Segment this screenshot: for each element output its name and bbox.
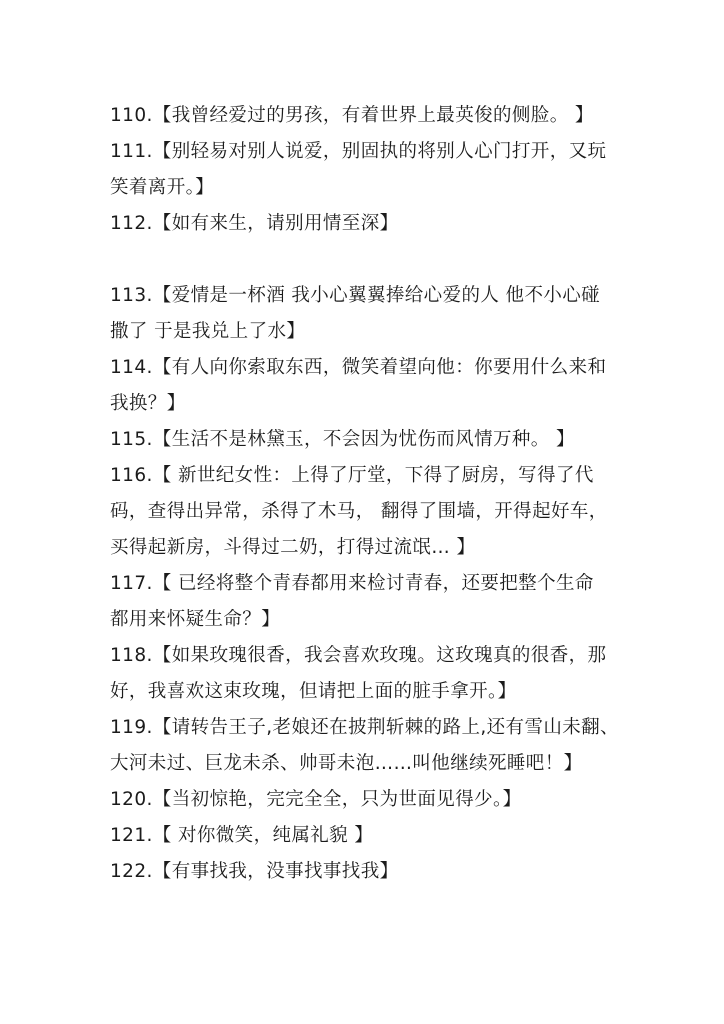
text-line: 笑着离开。】 — [110, 177, 215, 198]
text-line: 115.【生活不是林黛玉，不会因为忧伤而风情万种。 】 — [110, 429, 575, 450]
text-line: 111.【别轻易对别人说爱，别固执的将别人心门打开，又玩 — [110, 141, 607, 162]
text-line: 大河未过、巨龙未杀、帅哥未泡……叫他继续死睡吧！】 — [110, 753, 583, 774]
text-line: 110.【我曾经爱过的男孩，有着世界上最英俊的侧脸。 】 — [110, 105, 594, 126]
text-line: 买得起新房，斗得过二奶，打得过流氓… 】 — [110, 537, 476, 558]
text-line: 都用来怀疑生命？】 — [110, 609, 281, 630]
text-line: 码，查得出异常，杀得了木马， 翻得了围墙，开得起好车， — [110, 501, 608, 522]
text-line: 撒了 于是我兑上了水】 — [110, 321, 306, 342]
text-line: 112.【如有来生，请别用情至深】 — [110, 213, 399, 234]
text-line: 我换？】 — [110, 393, 186, 414]
text-line: 120.【当初惊艳，完完全全，只为世面见得少。】 — [110, 789, 522, 810]
text-line: 117.【 已经将整个青春都用来检讨青春，还要把整个生命 — [110, 573, 594, 594]
text-line: 119.【请转告王子,老娘还在披荆斩棘的路上,还有雪山未翻、 — [110, 717, 619, 738]
text-line: 114.【有人向你索取东西，微笑着望向他：你要用什么来和 — [110, 357, 607, 378]
text-line: 118.【如果玫瑰很香，我会喜欢玫瑰。这玫瑰真的很香，那 — [110, 645, 607, 666]
blank-line — [110, 242, 630, 278]
document-body — [110, 98, 630, 890]
text-line: 121.【 对你微笑，纯属礼貌 】 — [110, 825, 374, 846]
text-line: 116.【 新世纪女性：上得了厅堂，下得了厨房，写得了代 — [110, 465, 594, 486]
text-line: 113.【爱情是一杯酒 我小心翼翼捧给心爱的人 他不小心碰 — [110, 285, 601, 306]
text-line: 好，我喜欢这束玫瑰，但请把上面的脏手拿开。】 — [110, 681, 517, 702]
text-line: 122.【有事找我，没事找事找我】 — [110, 861, 399, 882]
